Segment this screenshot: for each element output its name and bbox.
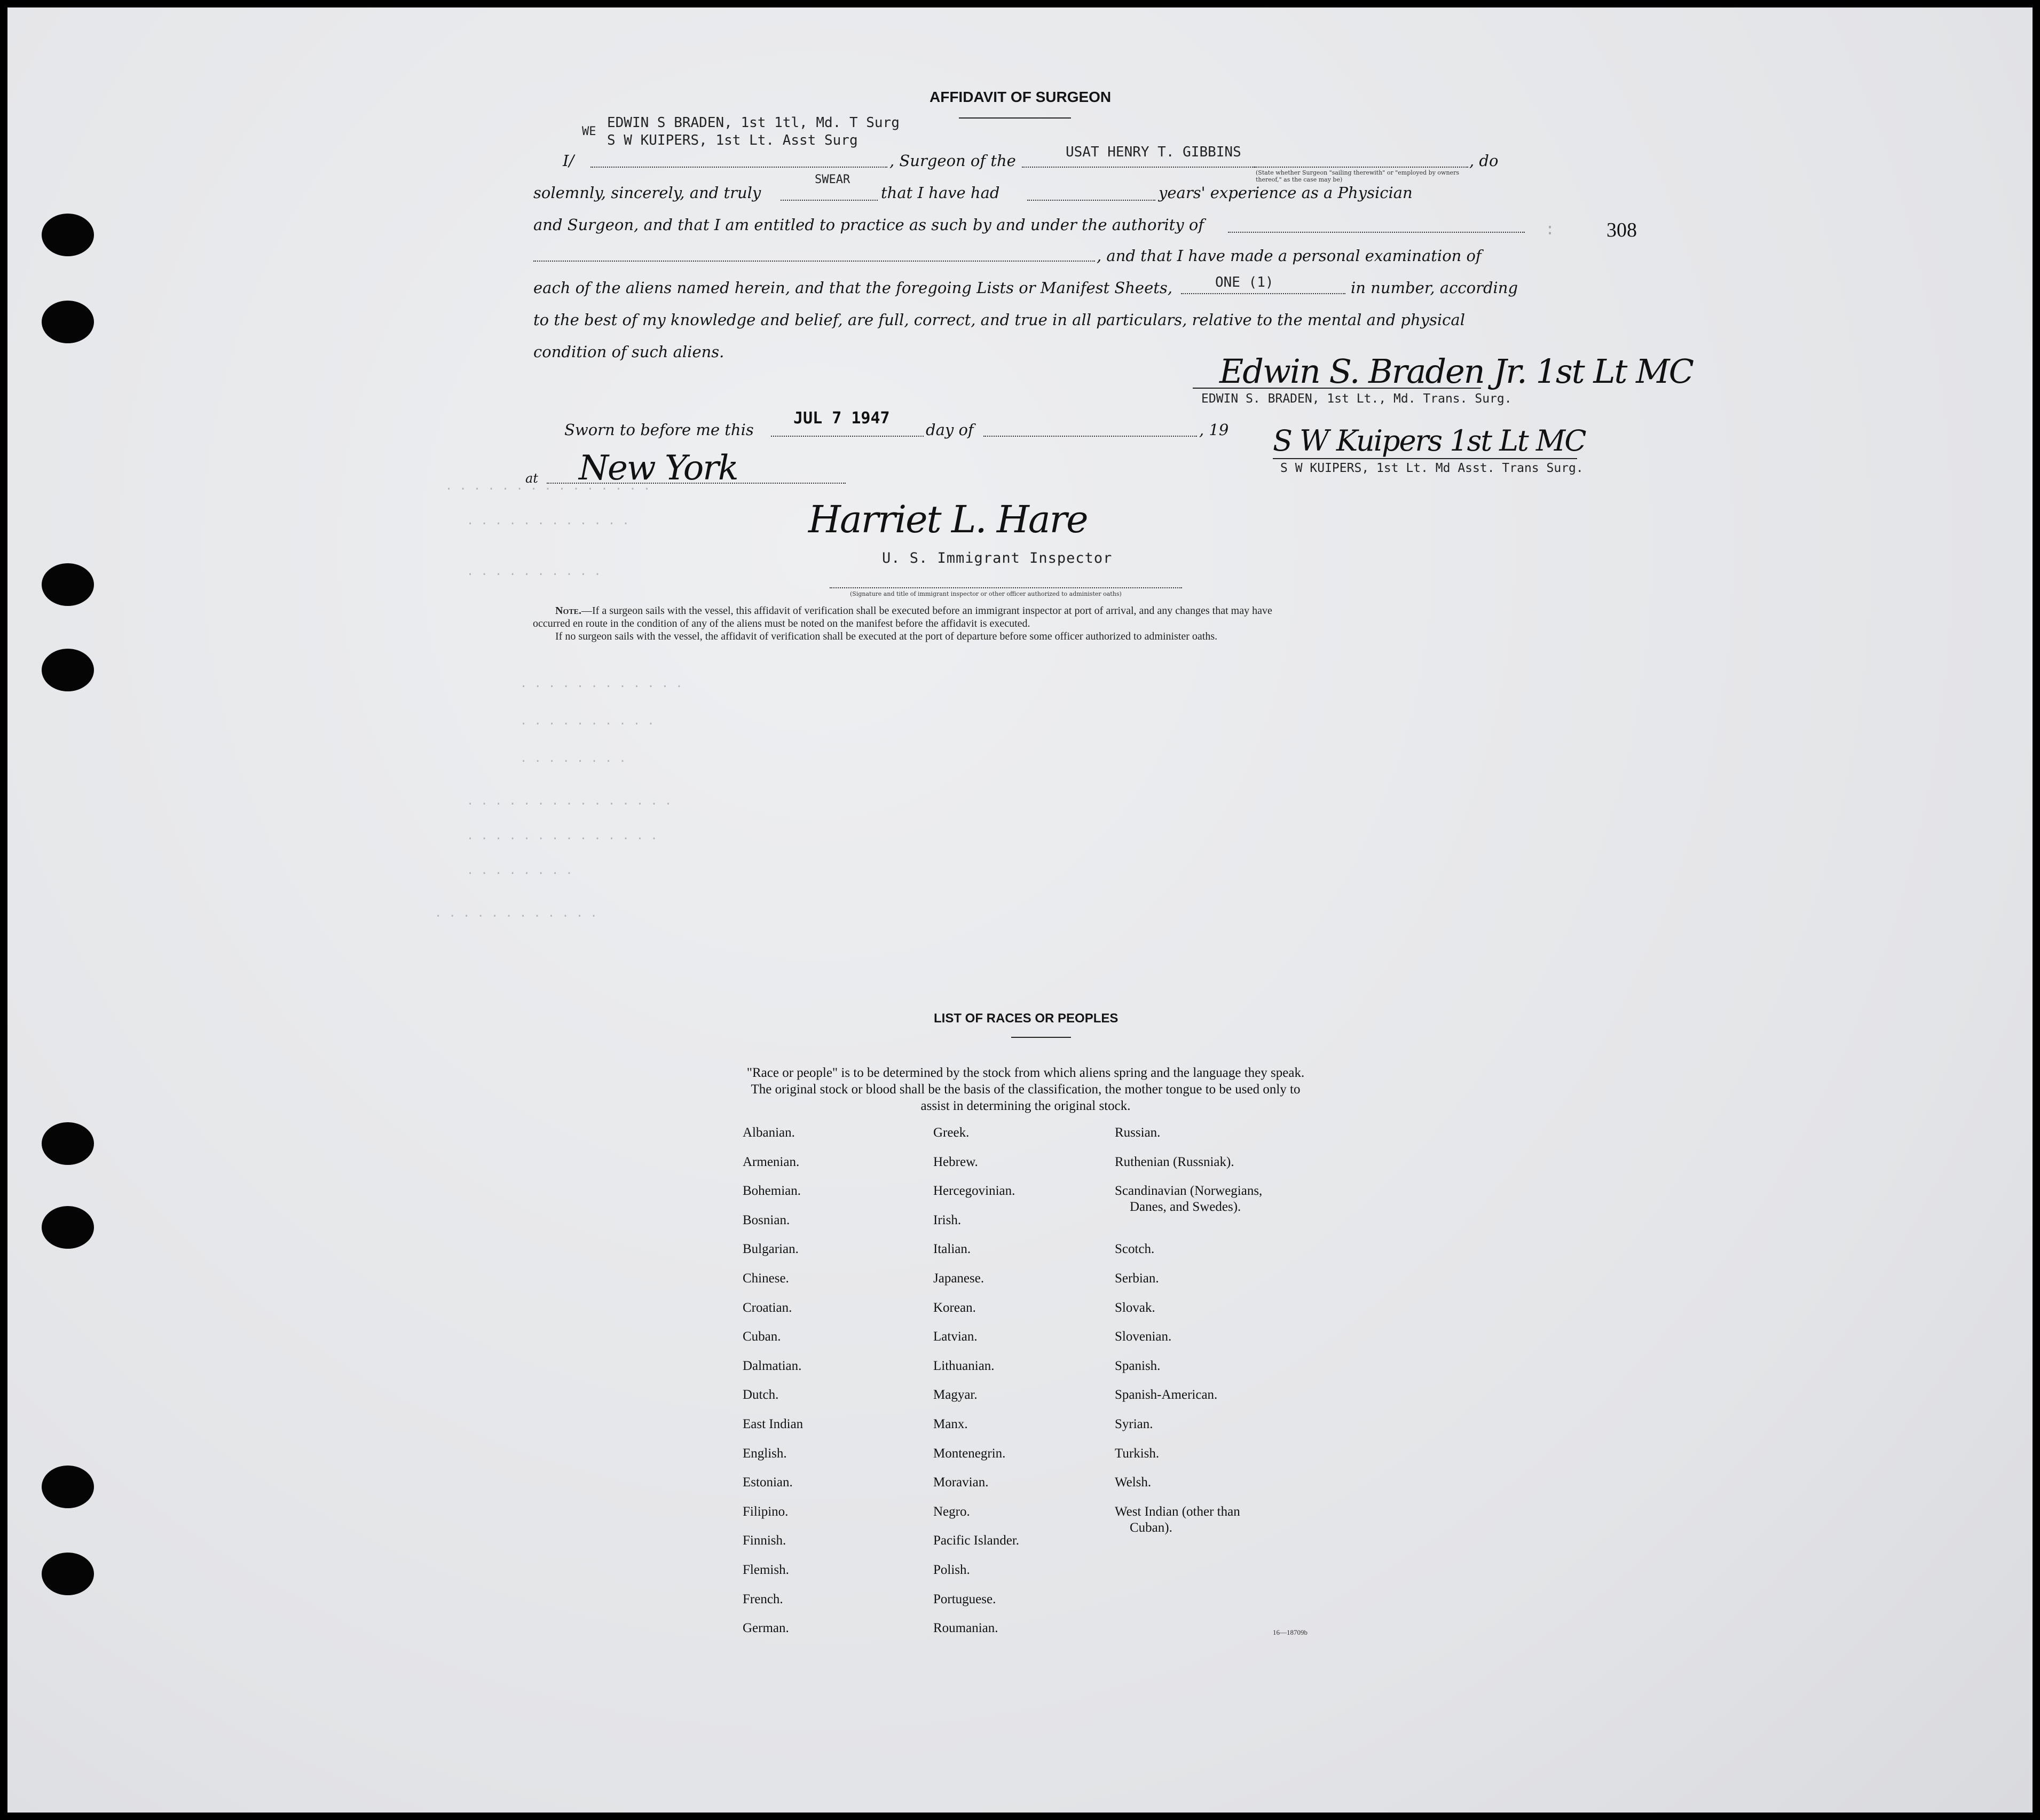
race-item: Scandinavian (Norwegians,	[1115, 1184, 1263, 1198]
race-item: Danes, and Swedes).	[1130, 1200, 1241, 1214]
year-prefix: , 19	[1199, 421, 1229, 439]
surgeon2-signature: S W Kuipers 1st Lt MC	[1273, 424, 1586, 458]
race-item: Pacific Islander.	[933, 1533, 1020, 1548]
sheets-line	[1181, 293, 1345, 294]
in-number-text: in number, according	[1351, 279, 1518, 297]
punch-hole	[42, 563, 94, 606]
note-line3: If no surgeon sails with the vessel, the affidavit of verification shall be executed at the port of departure before some officer authorized to administer oaths.	[555, 631, 1218, 642]
title-underline	[959, 117, 1071, 119]
that-i-have-had: that I have had	[881, 184, 1000, 202]
vessel-line	[1022, 167, 1255, 168]
inspector-line	[830, 587, 1182, 588]
surgeon2-typed: S W KUIPERS, 1st Lt. Asst Surg	[607, 132, 858, 148]
punch-hole	[42, 1206, 94, 1249]
race-item: Moravian.	[933, 1475, 989, 1490]
race-item: Flemish.	[743, 1563, 789, 1577]
race-item: Bosnian.	[743, 1213, 790, 1227]
race-item: Welsh.	[1115, 1475, 1152, 1490]
affidavit-title: AFFIDAVIT OF SURGEON	[930, 89, 1112, 105]
races-title-underline	[1011, 1037, 1071, 1038]
punch-hole	[42, 1466, 94, 1508]
race-item: Cuban.	[743, 1329, 781, 1344]
surgeon-of-label: , Surgeon of the	[889, 152, 1016, 170]
punch-hole	[42, 1553, 94, 1595]
race-item: Hebrew.	[933, 1155, 978, 1169]
document-sheet: · · · · · · · · · · · · · · · · · · · · · · · · · · · · · · · · · · · · · · · · · · · · · · · · · · · · · · · · · · · · · · · · · · · · · · · · · · · · · · · · · · · · · · · · · · · · · · · · · · · · · · · · · · · · · · · · · · · · AFFIDAVIT OF SURGEON EDWIN S BRADEN, 1st 1tl, Md. T Surg WE S W KUIPERS, 1st Lt. Asst Surg I/ , Surgeon of the USAT HENRY T. GIBBINS (State whether Surgeon "sailing therewith" or "employed by owners thereof," as the case may be) , do solemnly, sincerely, and truly SWEAR that I have had years' experience as a Physician and Surgeon, and that I am entitled to practice as such by and under the authority of : 308 , and that I have made a personal examination of each of the aliens named herein, and that the foregoing Lists or Manifest Sheets, ONE (1) in number, according to the best of my knowledge and belief, are full, correct, and true in all particulars, relative to the mental and physical condition of such aliens. Edwin S. Braden Jr. 1st Lt MC EDWIN S. BRADEN, 1st Lt., Md. Trans. Surg. Sworn to before me this JUL 7 1947 day of , 19 S W Kuipers 1st Lt MC S W KUIPERS, 1st Lt. Md Asst. Trans Surg. at New York Harriet L. Hare U. S. Immigrant Inspector (Signature and title of immigrant inspector or other officer authorized to administer oaths) Note.—If a surgeon sails with the vessel, this affidavit of verification shall be executed before an immigrant inspector at port of arrival, and any changes that may have occurred en route in the condition of any of the aliens must be noted on the manifest before the affidavit is executed. If no surgeon sails with the vessel, the affidavit of verification shall be executed at the port of departure before some officer authorized to administer oaths. LIST OF RACES OR PEOPLES "Race or people" is to be determined by the stock from which aliens spring and the language they speak. The original stock or blood shall be the basis of the classification, the mother tongue to be used only to assist in determining the original stock. Albanian. Armenian. Bohemian. Bosnian. Bulgarian. Chinese. Croatian. Cuban. Dalmatian. Dutch. East Indian English. Estonian. Filipino. Finnish. Flemish. French. German. Greek. Hebrew. Hercegovinian. Irish. Italian. Japanese. Korean. Latvian. Lithuanian. Magyar. Manx. Montenegrin. Moravian. Negro. Pacific Islander. Polish. Portuguese. Roumanian. Russian. Ruthenian (Russniak). Scandinavian (Norwegians, Danes, and Swedes). Scotch. Serbian. Slovak. Slovenian. Spanish. Spanish-American. Syrian. Turkish. Welsh. West Indian (other than Cuban). 16—18709b	[7, 7, 2033, 1813]
races-intro: "Race or people" is to be determined by the stock from which aliens spring and the language they speak. The original stock or blood shall be the basis of the classification, the mother tongue to be used only to assist in determining the original stock.	[746, 1066, 1305, 1113]
race-item: Bohemian.	[743, 1184, 801, 1198]
solemnly-text: solemnly, sincerely, and truly	[533, 184, 761, 202]
race-item: East Indian	[743, 1417, 804, 1431]
note-text1: —If a surgeon sails with the vessel, this affidavit of verification shall be executed before an immigrant inspector at port of arrival, and any changes that may have	[581, 605, 1272, 617]
race-item: Manx.	[933, 1417, 968, 1431]
vessel-line-cont	[1255, 167, 1468, 168]
race-item: Filipino.	[743, 1504, 789, 1519]
punch-hole	[42, 214, 94, 256]
do-label: , do	[1469, 152, 1499, 170]
authority-line	[1228, 232, 1525, 233]
race-item: Croatian.	[743, 1301, 792, 1315]
race-item: Spanish.	[1115, 1359, 1161, 1373]
signature2-line	[1273, 458, 1577, 459]
punch-hole	[42, 1122, 94, 1165]
race-item: Cuban).	[1130, 1520, 1172, 1535]
race-item: Serbian.	[1115, 1271, 1159, 1286]
race-item: Scotch.	[1115, 1242, 1155, 1256]
race-item: Dalmatian.	[743, 1359, 802, 1373]
race-item: Armenian.	[743, 1155, 800, 1169]
race-item: Albanian.	[743, 1125, 795, 1140]
page-number: 308	[1606, 219, 1637, 241]
vessel-note: (State whether Surgeon "sailing therewith" or "employed by owners thereof," as the case may be)	[1256, 169, 1459, 183]
surgeon2-typed-name: S W KUIPERS, 1st Lt. Md Asst. Trans Surg.	[1280, 461, 1584, 475]
race-item: Slovak.	[1115, 1301, 1155, 1315]
swear-line	[781, 200, 878, 201]
races-title: LIST OF RACES OR PEOPLES	[934, 1011, 1119, 1026]
sworn-text: Sworn to before me this	[564, 421, 754, 439]
and-surgeon-text: and Surgeon, and that I am entitled to practice as such by and under the authority of	[533, 216, 1204, 234]
swear-word: SWEAR	[815, 173, 850, 186]
inspector-note: (Signature and title of immigrant inspector or other officer authorized to administer oaths)	[850, 590, 1122, 597]
note-line2: occurred en route in the condition of any of the aliens must be noted on the manifest before the affidavit is executed.	[533, 618, 1030, 629]
note-label: Note.	[555, 605, 582, 617]
condition-text: condition of such aliens.	[533, 343, 724, 361]
race-item: Chinese.	[743, 1271, 789, 1286]
race-item: Hercegovinian.	[933, 1184, 1015, 1198]
authority-line-cont	[533, 261, 1095, 262]
personal-exam-text: , and that I have made a personal examination of	[1097, 247, 1482, 265]
we-mark: WE	[582, 125, 596, 138]
race-item: Italian.	[933, 1242, 971, 1256]
race-item: German.	[743, 1621, 789, 1635]
punch-hole	[42, 301, 94, 343]
years-line	[1027, 200, 1155, 201]
note-line1	[555, 604, 1272, 617]
race-item: Lithuanian.	[933, 1359, 995, 1373]
race-item: English.	[743, 1446, 787, 1461]
punch-hole	[42, 649, 94, 691]
signature1-line	[1193, 388, 1481, 389]
race-item: Bulgarian.	[743, 1242, 799, 1256]
race-item: Greek.	[933, 1125, 970, 1140]
inspector-signature: Harriet L. Hare	[808, 498, 1088, 541]
race-item: Irish.	[933, 1213, 962, 1227]
race-item: Ruthenian (Russniak).	[1115, 1155, 1234, 1169]
surgeon1-signature: Edwin S. Braden Jr. 1st Lt MC	[1219, 352, 1694, 391]
race-item: Korean.	[933, 1301, 976, 1315]
inspector-title: U. S. Immigrant Inspector	[882, 550, 1113, 566]
vessel-name: USAT HENRY T. GIBBINS	[1066, 144, 1241, 160]
race-item: Estonian.	[743, 1475, 793, 1490]
surgeon1-typed-name: EDWIN S. BRADEN, 1st Lt., Md. Trans. Surg.	[1201, 392, 1512, 406]
faint-mark: :	[1545, 220, 1555, 239]
race-item: Dutch.	[743, 1388, 779, 1402]
pronoun-prefix: I/	[563, 152, 574, 170]
sheet-count: ONE (1)	[1215, 274, 1274, 290]
race-item: Slovenian.	[1115, 1329, 1172, 1344]
race-item: Syrian.	[1115, 1417, 1153, 1431]
race-item: Roumanian.	[933, 1621, 998, 1635]
each-aliens-text: each of the aliens named herein, and that the foregoing Lists or Manifest Sheets,	[533, 279, 1173, 297]
best-knowledge-text: to the best of my knowledge and belief, are full, correct, and true in all particulars, relative to the mental and physical	[533, 311, 1465, 329]
sworn-day-line	[771, 436, 924, 437]
race-item: Latvian.	[933, 1329, 978, 1344]
race-item: Spanish-American.	[1115, 1388, 1218, 1402]
race-item: Portuguese.	[933, 1592, 996, 1606]
race-item: French.	[743, 1592, 783, 1606]
race-item: Negro.	[933, 1504, 970, 1519]
race-item: Magyar.	[933, 1388, 978, 1402]
years-experience-text: years' experience as a Physician	[1159, 184, 1413, 202]
month-line	[983, 436, 1197, 437]
date-stamp: JUL 7 1947	[793, 409, 890, 428]
race-item: West Indian (other than	[1115, 1504, 1240, 1519]
at-label: at	[525, 471, 538, 486]
race-item: Turkish.	[1115, 1446, 1160, 1461]
day-of-text: day of	[926, 421, 974, 439]
form-number: 16—18709b	[1273, 1628, 1308, 1636]
place-handwritten: New York	[579, 448, 738, 488]
place-line	[547, 483, 846, 484]
race-item: Montenegrin.	[933, 1446, 1006, 1461]
race-item: Russian.	[1115, 1125, 1161, 1140]
surgeon-name-line	[590, 167, 887, 168]
race-item: Finnish.	[743, 1533, 786, 1548]
race-item: Japanese.	[933, 1271, 984, 1286]
race-item: Polish.	[933, 1563, 970, 1577]
surgeon1-typed: EDWIN S BRADEN, 1st 1tl, Md. T Surg	[607, 115, 900, 131]
